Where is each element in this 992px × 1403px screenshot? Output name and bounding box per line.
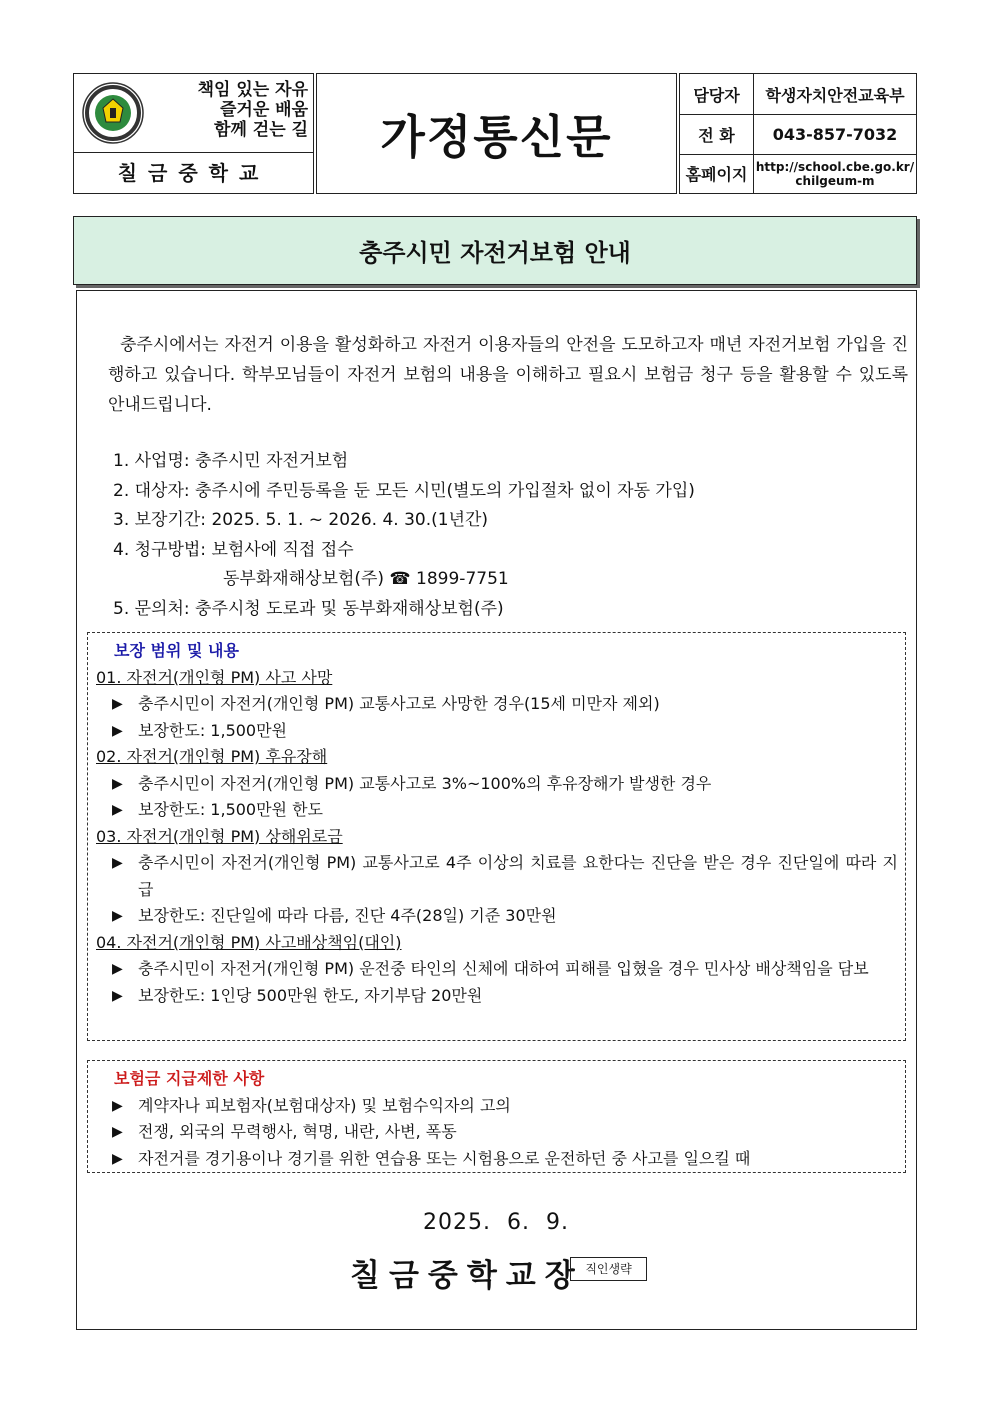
list-item: 5. 문의처: 충주시청 도로과 및 동부화재해상보험(주) (113, 598, 504, 619)
coverage-section-title: 04. 자전거(개인형 PM) 사고배상책임(대인) (96, 932, 402, 952)
principal-signature: 칠금중학교장 (350, 1258, 584, 1294)
coverage-section-title: 02. 자전거(개인형 PM) 후유장해 (96, 747, 328, 766)
dept-label: 담당자 (680, 74, 754, 114)
bullet-item: ▶ 충주시민이 자전거(개인형 PM) 교통사고로 3%~100%의 후유장해가 발생한 경우 (96, 771, 898, 798)
bullet-item: ▶ 충주시민이 자전거(개인형 PM) 교통사고로 사망한 경우(15세 미만자 제외) (96, 691, 898, 718)
coverage-content (96, 638, 898, 1009)
homepage-label: 홈페이지 (680, 154, 754, 193)
bullet-item: ▶ 충주시민이 자전거(개인형 PM) 운전중 타인의 신체에 대하여 피해를 입혔을 경우 민사상 배상책임을 담보 (96, 956, 898, 983)
bullet-arrow-icon: ▶ (112, 961, 123, 977)
coverage-heading: 보장 범위 및 내용 (114, 641, 239, 660)
bullet-arrow-icon: ▶ (112, 1150, 123, 1167)
limits-heading: 보험금 지급제한 사항 (114, 1069, 265, 1088)
intro-paragraph: 충주시에서는 자전거 이용을 활성화하고 자전거 이용자들의 안전을 도모하고자 매년 자전거보험 가입을 진행하고 있습니다. 학부모님들이 자전거 보험의 내용을 이해하고 필요시 보험금 청구 등을 활용할 수 있도록 안내드립니다. (108, 335, 908, 415)
seal-omitted-stamp: 직인생략 (570, 1257, 647, 1281)
bullet-arrow-icon: ▶ (112, 1124, 123, 1140)
bullet-item: ▶ 계약자나 피보험자(보험대상자) 및 보험수익자의 고의 (96, 1093, 898, 1120)
document-title: 충주시민 자전거보험 안내 (359, 239, 631, 267)
homepage-link[interactable]: http://school.cbe.go.kr/ chilgeum-m (755, 159, 915, 188)
phone-label: 전 화 (680, 114, 754, 154)
list-item: 2. 대상자: 충주시에 주민등록을 둔 모든 시민(별도의 가입절차 없이 자동 가입) (113, 480, 695, 501)
bullet-arrow-icon: ▶ (112, 775, 123, 792)
bullet-arrow-icon: ▶ (112, 908, 123, 924)
bullet-arrow-icon: ▶ (112, 855, 123, 871)
list-item: 4. 청구방법: 보험사에 직접 접수 (113, 539, 354, 560)
coverage-section-title: 01. 자전거(개인형 PM) 사고 사망 (96, 667, 333, 687)
bullet-item: ▶ 자전거를 경기용이나 경기를 위한 연습용 또는 시험용으로 운전하던 중 사고를 일으킬 때 (96, 1146, 898, 1173)
school-emblem-icon (82, 82, 144, 144)
school-header-box (73, 73, 314, 194)
dept-value: 학생자치안전교육부 (765, 85, 905, 105)
bullet-arrow-icon: ▶ (112, 722, 123, 739)
issue-date: 2025. 6. 9. (423, 1210, 569, 1235)
list-item-sub: 동부화재해상보험(주) ☎ 1899-7751 (223, 569, 509, 590)
school-motto: 책임 있는 자유 즐거운 배움 함께 걷는 길 (197, 80, 308, 140)
bullet-item: ▶ 전쟁, 외국의 무력행사, 혁명, 내란, 사변, 폭동 (96, 1119, 898, 1146)
info-list (113, 447, 695, 625)
limits-content (96, 1066, 898, 1172)
contact-info-table (679, 73, 917, 194)
bullet-arrow-icon: ▶ (112, 802, 123, 818)
school-name: 칠금중학교 (117, 161, 270, 185)
bullet-item: ▶ 보장한도: 1인당 500만원 한도, 자기부담 20만원 (96, 983, 898, 1010)
newsletter-title: 가정통신문 (380, 109, 613, 164)
bullet-item: ▶ 보장한도: 1,500만원 한도 (96, 797, 898, 824)
list-item: 3. 보장기간: 2025. 5. 1. ~ 2026. 4. 30.(1년간) (113, 510, 489, 531)
bullet-item: ▶ 보장한도: 진단일에 따라 다름, 진단 4주(28일) 기준 30만원 (96, 903, 898, 930)
document-title-bar (73, 216, 917, 285)
bullet-item: ▶ 보장한도: 1,500만원 (96, 718, 898, 745)
list-item: 1. 사업명: 충주시민 자전거보험 (113, 451, 349, 471)
bullet-item: ▶ 충주시민이 자전거(개인형 PM) 교통사고로 4주 이상의 치료를 요한다는 진단을 받은 경우 진단일에 따라 지급 (96, 850, 898, 903)
bullet-arrow-icon: ▶ (112, 1097, 123, 1114)
phone-value: 043-857-7032 (772, 124, 898, 144)
bullet-arrow-icon: ▶ (112, 987, 123, 1004)
coverage-section-title: 03. 자전거(개인형 PM) 상해위로금 (96, 826, 343, 846)
newsletter-title-box (316, 73, 677, 194)
bullet-arrow-icon: ▶ (112, 696, 123, 712)
